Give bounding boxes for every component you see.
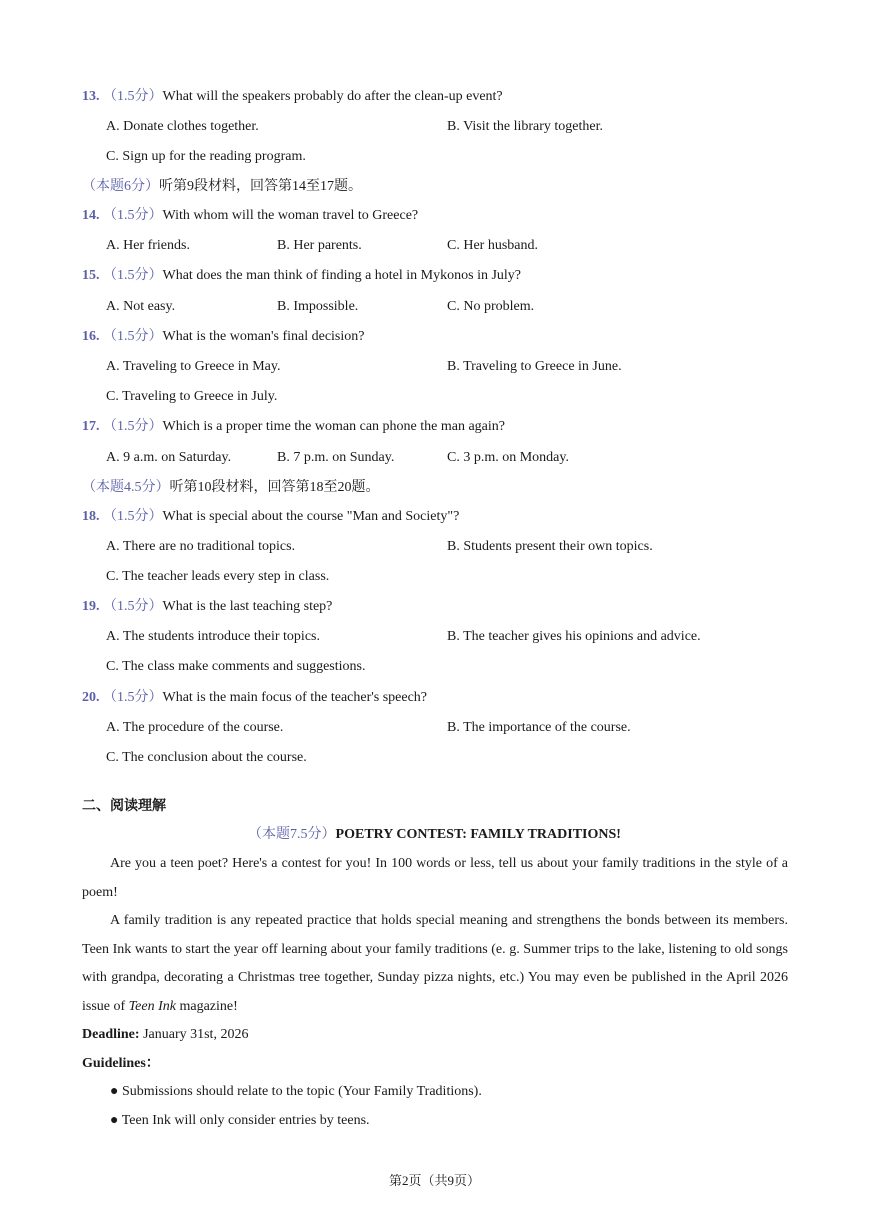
question-16 [82, 328, 364, 346]
option-b: B. The importance of the course. [447, 720, 631, 735]
option-b: B. Impossible. [277, 299, 359, 314]
question-score: （1.5分） [103, 329, 163, 344]
question-score: （1.5分） [103, 509, 163, 524]
guideline-item: ● Teen Ink will only consider entries by teens. [110, 1113, 370, 1128]
option-b: B. Traveling to Greece in June. [447, 359, 622, 374]
question-score: （1.5分） [103, 89, 163, 104]
question-score: （1.5分） [103, 419, 163, 434]
question-number: 14. [82, 208, 100, 223]
paragraph-text: Are you a teen poet? Here's a contest for you! In 100 words or less, tell us about your family traditions in the style of a poem! [82, 856, 788, 900]
option-c: C. No problem. [447, 299, 535, 314]
passage-paragraph-1 [82, 850, 788, 907]
deadline-value: January 31st, 2026 [139, 1027, 249, 1042]
question-number: 16. [82, 329, 100, 344]
page-footer: 第2页（共9页） [388, 1173, 480, 1188]
question-score: （1.5分） [103, 208, 163, 223]
question-17 [82, 418, 505, 436]
title-score: （本题7.5分） [248, 827, 336, 842]
option-c: C. The teacher leads every step in class. [106, 569, 330, 584]
question-number: 19. [82, 599, 100, 614]
option-a: A. The procedure of the course. [106, 720, 284, 735]
option-c: C. Traveling to Greece in July. [106, 389, 278, 404]
question-18 [82, 508, 459, 526]
note-score: （本题4.5分） [82, 480, 170, 495]
question-15 [82, 267, 521, 285]
note-text: 听第9段材料，回答第14至17题。 [159, 179, 362, 194]
passage-paragraph-2 [82, 907, 788, 1021]
option-c: C. The class make comments and suggestions. [106, 659, 366, 674]
guidelines-label: Guidelines： [82, 1056, 160, 1071]
section-heading: 二、阅读理解 [82, 799, 166, 814]
option-b: B. The teacher gives his opinions and advice. [447, 629, 701, 644]
question-text: What is the last teaching step? [162, 599, 333, 614]
question-number: 15. [82, 268, 100, 283]
option-b: B. Her parents. [277, 238, 362, 253]
paragraph-text-part: magazine! [175, 998, 238, 1014]
question-19 [82, 598, 332, 616]
paragraph-text [82, 907, 788, 1021]
question-14 [82, 207, 418, 225]
title-text: POETRY CONTEST: FAMILY TRADITIONS! [335, 827, 621, 842]
question-score: （1.5分） [103, 690, 163, 705]
option-c: C. Sign up for the reading program. [106, 149, 306, 164]
option-a: A. Donate clothes together. [106, 119, 259, 134]
deadline [82, 1026, 248, 1044]
section-note [82, 479, 380, 497]
option-a: A. 9 a.m. on Saturday. [106, 450, 232, 465]
question-text: What is the woman's final decision? [162, 329, 365, 344]
question-text: Which is a proper time the woman can phone the man again? [162, 419, 505, 434]
option-b: B. 7 p.m. on Sunday. [277, 450, 395, 465]
question-number: 20. [82, 690, 100, 705]
option-c: C. The conclusion about the course. [106, 750, 307, 765]
question-score: （1.5分） [103, 599, 163, 614]
option-c: C. Her husband. [447, 238, 538, 253]
question-13 [82, 88, 503, 106]
question-20 [82, 689, 427, 707]
guideline-item: ● Submissions should relate to the topic (Your Family Traditions). [110, 1084, 482, 1099]
question-text: What is the main focus of the teacher's speech? [162, 690, 428, 705]
passage-title [0, 826, 869, 844]
question-score: （1.5分） [103, 268, 163, 283]
option-a: A. Traveling to Greece in May. [106, 359, 281, 374]
option-a: A. Not easy. [106, 299, 176, 314]
question-number: 13. [82, 89, 100, 104]
option-a: A. Her friends. [106, 238, 190, 253]
question-text: What does the man think of finding a hotel in Mykonos in July? [162, 268, 522, 283]
magazine-name: Teen Ink [128, 998, 176, 1014]
section-note [82, 178, 362, 196]
deadline-label: Deadline: [82, 1027, 140, 1042]
option-b: B. Visit the library together. [447, 119, 603, 134]
note-text: 听第10段材料，回答第18至20题。 [169, 480, 380, 495]
question-text: With whom will the woman travel to Greece? [162, 208, 419, 223]
question-number: 18. [82, 509, 100, 524]
question-text: What is special about the course "Man and Society"? [162, 509, 460, 524]
paragraph-text-part: A family tradition is any repeated practice that holds special meaning and strengthens the bonds between its members. Teen Ink wants to start the year off learning about your family traditions (e. g. Summer trips to the lake, listening to old songs with grandpa, decorating a Christmas tree together, Sunday pizza nights, etc.) You may even be published in the April 2026 issue of [82, 913, 788, 1014]
option-a: A. The students introduce their topics. [106, 629, 320, 644]
question-number: 17. [82, 419, 100, 434]
note-score: （本题6分） [82, 179, 159, 194]
question-text: What will the speakers probably do after the clean-up event? [162, 89, 503, 104]
option-b: B. Students present their own topics. [447, 539, 653, 554]
option-c: C. 3 p.m. on Monday. [447, 450, 569, 465]
option-a: A. There are no traditional topics. [106, 539, 296, 554]
